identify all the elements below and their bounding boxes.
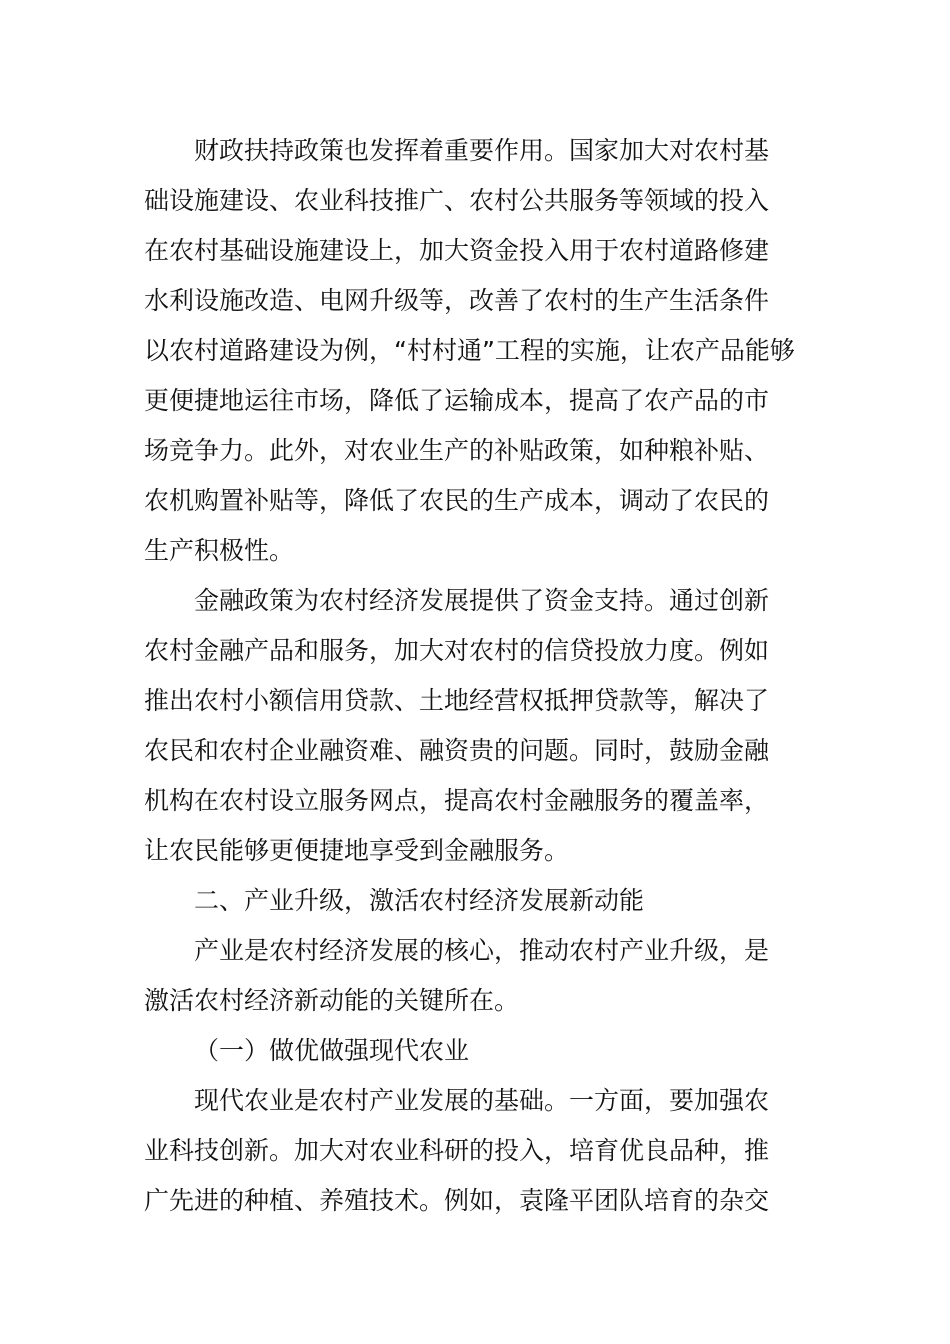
- subsection-heading: （一）做优做强现代农业: [194, 1036, 470, 1065]
- paragraph-line: 产业是农村经济发展的核心，推动农村产业升级，是: [194, 936, 770, 965]
- paragraph-line: 生产积极性。: [144, 536, 295, 565]
- paragraph-line: 推出农村小额信用贷款、土地经营权抵押贷款等，解决了: [144, 686, 770, 715]
- section-heading: 二、产业升级，激活农村经济发展新动能: [194, 886, 645, 915]
- paragraph-line: 让农民能够更便捷地享受到金融服务。: [144, 836, 570, 865]
- paragraph-line: 财政扶持政策也发挥着重要作用。国家加大对农村基: [194, 136, 770, 165]
- paragraph-line: 在农村基础设施建设上，加大资金投入用于农村道路修建: [144, 236, 770, 265]
- paragraph-line: 础设施建设、农业科技推广、农村公共服务等领域的投入: [144, 186, 770, 215]
- paragraph-line: 广先进的种植、养殖技术。例如，袁隆平团队培育的杂交: [144, 1186, 770, 1215]
- paragraph-line: 以农村道路建设为例，“村村通”工程的实施，让农产品能够: [144, 336, 795, 365]
- paragraph-line: 水利设施改造、电网升级等，改善了农村的生产生活条件: [144, 286, 770, 315]
- paragraph-line: 农民和农村企业融资难、融资贵的问题。同时，鼓励金融: [144, 736, 770, 765]
- paragraph-line: 业科技创新。加大对农业科研的投入，培育优良品种，推: [144, 1136, 770, 1165]
- paragraph-line: 金融政策为农村经济发展提供了资金支持。通过创新: [194, 586, 770, 615]
- paragraph-line: 更便捷地运往市场，降低了运输成本，提高了农产品的市: [144, 386, 770, 415]
- paragraph-line: 农村金融产品和服务，加大对农村的信贷投放力度。例如: [144, 636, 770, 665]
- paragraph-line: 机构在农村设立服务网点，提高农村金融服务的覆盖率，: [144, 786, 770, 815]
- paragraph-line: 现代农业是农村产业发展的基础。一方面，要加强农: [194, 1086, 770, 1115]
- paragraph-line: 农机购置补贴等，降低了农民的生产成本，调动了农民的: [144, 486, 770, 515]
- paragraph-line: 激活农村经济新动能的关键所在。: [144, 986, 520, 1015]
- paragraph-line: 场竞争力。此外，对农业生产的补贴政策，如种粮补贴、: [144, 436, 770, 465]
